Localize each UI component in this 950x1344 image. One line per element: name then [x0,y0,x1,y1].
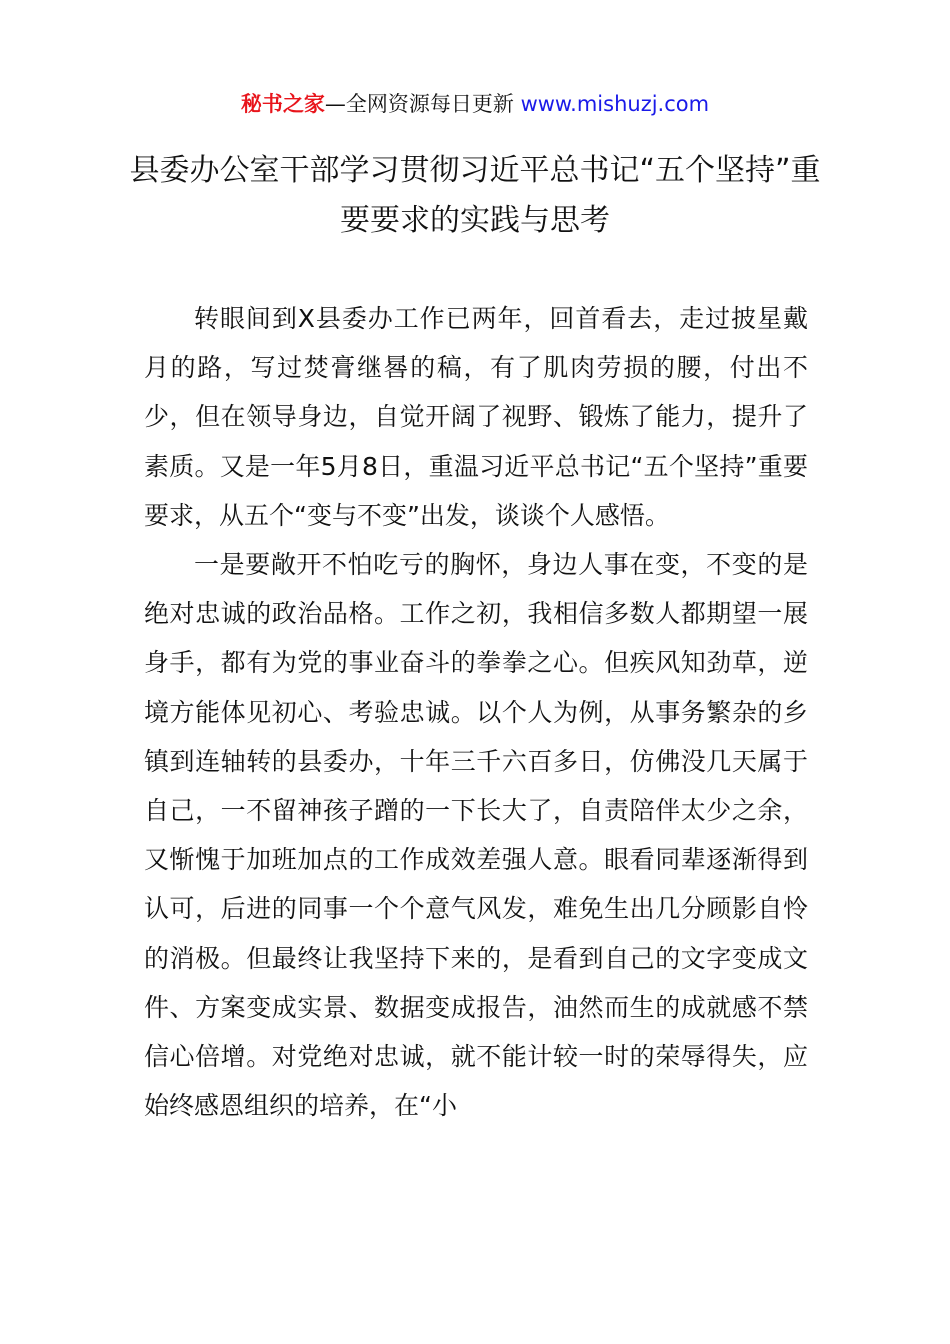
site-header [0,88,950,120]
site-url-link[interactable]: www.mishuzj.com [520,92,710,116]
paragraph-intro: 转眼间到X县委办工作已两年，回首看去，走过披星戴月的路，写过焚膏继晷的稿，有了肌肉劳损的腰，付出不少，但在领导身边，自觉开阔了视野、锻炼了能力，提升了素质。又是一年5月8日，重温习近平总书记“五个坚持”重要要求，从五个“变与不变”出发，谈谈个人感悟。 [144,304,808,530]
paragraph-point-one: 一是要敞开不怕吃亏的胸怀，身边人事在变，不变的是绝对忠诚的政治品格。工作之初，我相信多数人都期望一展身手，都有为党的事业奋斗的拳拳之心。但疾风知劲草，逆境方能体见初心、考验忠诚。以个人为例，从事务繁杂的乡镇到连轴转的县委办，十年三千六百多日，仿佛没几天属于自己，一不留神孩子蹭的一下长大了，自责陪伴太少之余，又惭愧于加班加点的工作成效差强人意。眼看同辈逐渐得到认可，后进的同事一个个意气风发，难免生出几分顾影自怜的消极。但最终让我坚持下来的，是看到自己的文字变成文件、方案变成实景、数据变成报告，油然而生的成就感不禁信心倍增。对党绝对忠诚，就不能计较一时的荣辱得失，应始终感恩组织的培养，在“小 [144,550,808,1121]
brand-name: 秘书之家 [240,92,325,116]
header-slogan: —全网资源每日更新 [324,92,521,116]
document-body [144,294,808,1130]
document-title: 县委办公室干部学习贯彻习近平总书记“五个坚持”重要要求的实践与思考 [129,153,821,238]
